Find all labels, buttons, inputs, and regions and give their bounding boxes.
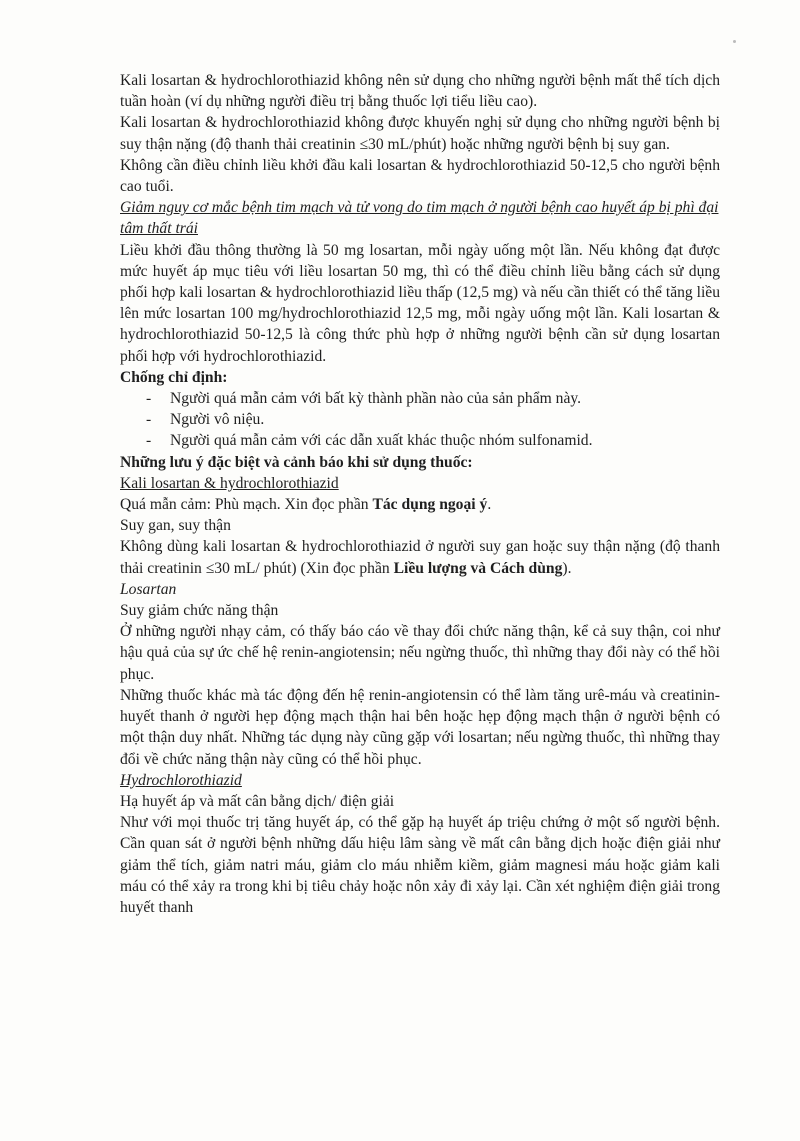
document-page: [120, 70, 720, 918]
list-item: - Người quá mẫn cảm với các dẫn xuất khác thuộc nhóm sulfonamid.: [120, 430, 720, 451]
bullet-dash: -: [146, 432, 152, 450]
subheading-kali-losartan: Kali losartan & hydrochlorothiazid: [120, 474, 339, 492]
bullet-dash: -: [146, 390, 152, 408]
paragraph-elderly: Không cần điều chỉnh liều khởi đầu kali losartan & hydrochlorothiazid 50-12,5 cho người bệnh cao tuổi.: [120, 156, 720, 196]
subheading-cardiovascular-risk: Giảm nguy cơ mắc bệnh tim mạch và tử vong do tim mạch ở người bệnh cao huyết áp bị phì đại tâm thất trái: [120, 199, 719, 238]
heading-warnings: Những lưu ý đặc biệt và cảnh báo khi sử dụng thuốc:: [120, 453, 473, 471]
list-item: - Người quá mẫn cảm với bất kỳ thành phần nào của sản phẩm này.: [120, 388, 720, 409]
list-item: - Người vô niệu.: [120, 409, 720, 430]
paragraph-renal-changes: Ở những người nhạy cảm, có thấy báo cáo về thay đổi chức năng thận, kể cả suy thận, coi như hậu quả của sự ức chế hệ renin-angiotensin; nếu ngừng thuốc, thì những thay đổi này có thể hồi phục.: [120, 623, 720, 683]
label-hepatic-renal: Suy gan, suy thận: [120, 517, 231, 535]
paragraph-volume-depletion: Kali losartan & hydrochlorothiazid không nên sử dụng cho những người bệnh mất thể tích dịch tuần hoàn (ví dụ những người điều trị bằng thuốc lợi tiểu liều cao).: [120, 72, 720, 111]
heading-contraindications: Chống chỉ định:: [120, 368, 228, 386]
paragraph-renal-artery: Những thuốc khác mà tác động đến hệ renin-angiotensin có thể làm tăng urê-máu và creatinin-huyết thanh ở người hẹp động mạch thận hai bên hoặc hẹp động mạch thận ở người bệnh có một thận duy nhất. Những tác dụng này cũng gặp với losartan; nếu ngừng thuốc, thì những thay đổi về chức năng thận này cũng có thể hồi phục.: [120, 686, 720, 768]
paragraph-renal-hepatic: Kali losartan & hydrochlorothiazid không được khuyến nghị sử dụng cho những người bệnh bị suy thận nặng (độ thanh thải creatinin ≤30 mL/phút) hoặc những người bệnh bị suy gan.: [120, 114, 720, 153]
subheading-hydrochlorothiazid: Hydrochlorothiazid: [120, 771, 242, 789]
bullet-dash: -: [146, 411, 152, 429]
paragraph-initial-dose: Liều khởi đầu thông thường là 50 mg losartan, mỗi ngày uống một lần. Nếu không đạt được mức huyết áp mục tiêu với liều losartan 50 mg, thì có thể điều chỉnh liều bằng cách sử dụng phối hợp kali losartan & hydrochlorothiazid liều thấp (12,5 mg) và nếu cần thiết có thể tăng liều lên mức losartan 100 mg/hydrochlorothiazid 12,5 mg, mỗi ngày uống một lần. Kali losartan & hydrochlorothiazid 50-12,5 là công thức phù hợp ở những người bệnh cần sử dụng losartan phối hợp với hydrochlorothiazid.: [120, 241, 720, 365]
label-hypotension: Hạ huyết áp và mất cân bằng dịch/ điện giải: [120, 792, 395, 810]
paragraph-hypotension: Như với mọi thuốc trị tăng huyết áp, có thể gặp hạ huyết áp triệu chứng ở một số người bệnh. Cần quan sát ở người bệnh những dấu hiệu lâm sàng về mất cân bằng dịch hoặc điện giải như giảm thể tích, giảm natri máu, giảm clo máu nhiễm kiềm, giảm magnesi máu hoặc giảm kali máu có thể xảy ra trong khi bị tiêu chảy hoặc nôn xảy đi xảy lại. Cần xét nghiệm điện giải trong huyết thanh: [120, 814, 720, 916]
contraindication-list: [120, 388, 720, 452]
paragraph-hepatic-renal: Không dùng kali losartan & hydrochlorothiazid ở người suy gan hoặc suy thận nặng (độ thanh thải creatinin ≤30 mL/ phút) (Xin đọc phần Liều lượng và Cách dùng).: [120, 538, 720, 577]
label-renal-impairment: Suy giảm chức năng thận: [120, 602, 279, 620]
subheading-losartan: Losartan: [120, 580, 177, 598]
paragraph-hypersensitivity: Quá mẫn cảm: Phù mạch. Xin đọc phần Tác dụng ngoại ý.: [120, 496, 492, 514]
scan-speck: [733, 40, 736, 43]
